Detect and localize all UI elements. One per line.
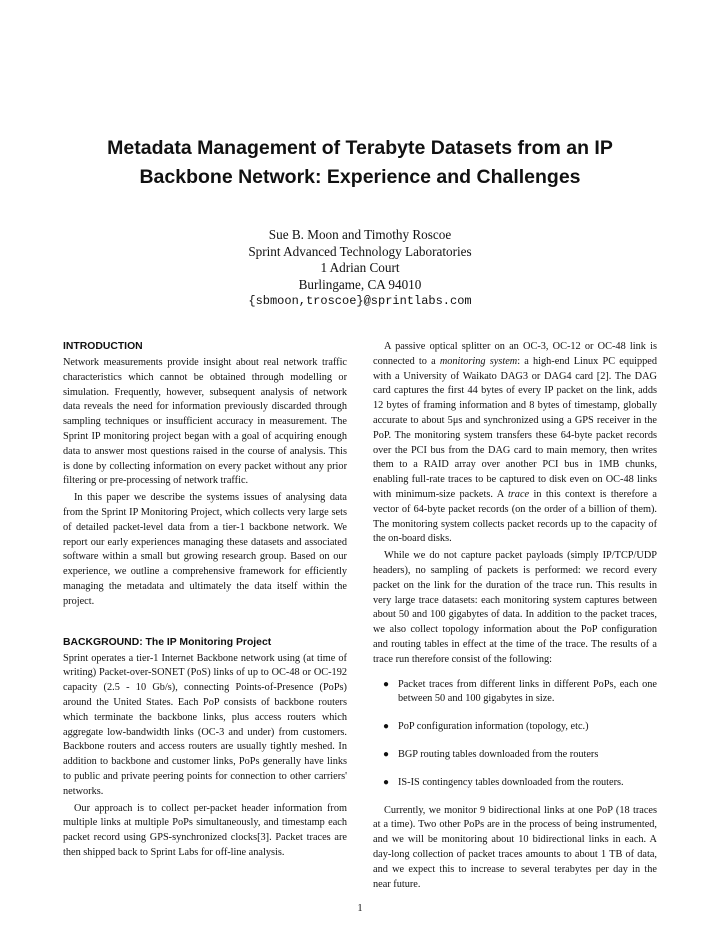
author-names: Sue B. Moon and Timothy Roscoe — [268, 227, 452, 242]
monitoring-text-b: : a high-end Linux PC equipped with a University of Waikato DAG3 or DAG4 card [2]. The DAG card captures the first 44 bytes of every IP packet on the link, adds 12 bytes of framing information and 8 bytes of timestamp, globally accurate to about 5μs and synchronized using a GPS receiver in the PoP. The monitoring system transfers these 64-byte packet records over the PCI bus from the DAG card to main memory, then writes them to a RAID array over another PCI bus in 1MB chunks, enabling full-rate traces to be captured to disk even on OC-48 links with minimum-size packets. A — [373, 355, 657, 500]
right-column — [373, 340, 657, 892]
author-block — [60, 227, 660, 310]
section-heading-background: BACKGROUND: The IP Monitoring Project — [63, 636, 272, 648]
bullet-icon: ● — [383, 678, 390, 690]
list-item — [373, 678, 657, 708]
current-status-paragraph: Currently, we monitor 9 bidirectional links at one PoP (18 traces at a time). Two other PoPs are in the process of being instrumented, and we will be monitoring about 10 bidirectional links in each. A day-long collection of packet traces amounts to about 1 TB of data, and we expect this to increase to several terabytes per day in the near future. — [373, 804, 657, 890]
list-item — [373, 748, 657, 763]
monitoring-text-a: A passive optical splitter on an OC-3, OC-12 or OC-48 link is connected to a — [373, 341, 657, 367]
list-item-text: BGP routing tables downloaded from the routers — [398, 748, 599, 760]
background-paragraph-1: Sprint operates a tier-1 Internet Backbone network using (at time of writing) Packet-over-SONET (PoS) links of up to OC-48 or OC-192 capacity (2.5 - 10 Gb/s), connecting Points-of-Presence (PoPs) around the United States. Each PoP consists of backbone routers which terminate the backbone links, plus access routers which aggregate low-bandwidth links (OC-3 and under) from customers. Backbone routers and access routers are usually tightly meshed. In addition to backbone and customer links, PoPs generally have links to public and private peering points for connection to other carriers' networks. — [63, 652, 347, 797]
monitoring-text-c: in this context is therefore a vector of 64-byte packet records (on the order of a billion of them). The monitoring system collects packet records up to the capacity of the on-board disks. — [373, 488, 657, 545]
bullet-icon: ● — [383, 721, 390, 733]
introduction-paragraph-2: In this paper we describe the systems issues of analysing data from the Sprint IP Monitoring Project, which collects very large sets of detailed packet-level data from a tier-1 backbone network. We report our early experiences managing these datasets and associated software within a small but growing research group. Based on our experience, we outline a comprehensive framework for efficiently managing the metadata and ultimately the data itself within the project. — [63, 492, 347, 607]
left-column — [63, 340, 347, 861]
author-address-line-2: Burlingame, CA 94010 — [298, 276, 422, 292]
author-affiliation: Sprint Advanced Technology Laboratories — [248, 243, 472, 259]
background-paragraph-2: Our approach is to collect per-packet header information from multiple links at multiple PoPs simultaneously, and timestamp each packet record using GPS-synchronized clocks[3]. Packet traces are then shipped back to Sprint Labs for off-line analysis. — [63, 802, 347, 858]
bullet-icon: ● — [383, 748, 390, 760]
page-number: 1 — [357, 903, 363, 914]
trace-results-list — [373, 678, 657, 791]
title-line-1: Metadata Management of Terabyte Datasets from an IP — [107, 137, 613, 159]
trace-term: trace — [507, 488, 530, 500]
list-item-text: Packet traces from different links in different PoPs, each one between 50 and 100 gigabytes in size. — [398, 678, 657, 705]
monitoring-system-term: monitoring system — [439, 355, 518, 367]
title-line-2: Backbone Network: Experience and Challenges — [139, 166, 581, 188]
section-heading-introduction: INTRODUCTION — [63, 341, 143, 352]
author-email: {sbmoon,troscoe}@sprintlabs.com — [248, 294, 472, 308]
list-item — [373, 776, 657, 791]
paper-title — [60, 134, 660, 192]
list-item — [373, 720, 657, 735]
list-item-text: IS-IS contingency tables downloaded from the routers. — [398, 776, 624, 788]
bullet-icon: ● — [383, 776, 390, 788]
author-address-line-1: 1 Adrian Court — [320, 260, 400, 275]
monitoring-paragraph — [373, 340, 657, 547]
capture-paragraph: While we do not capture packet payloads (simply IP/TCP/UDP headers), no sampling of packets is performed: we record every packet on the link for the duration of the trace run. This results in very large trace datasets: each monitoring system captures between about 50 and 100 gigabytes of data. In addition to the packet traces, we also collect topology information about the PoP configuration and routing tables in effect at the time of the trace. The results of a trace run therefore consist of the following: — [373, 550, 657, 665]
introduction-paragraph-1: Network measurements provide insight about real network traffic characteristics which cannot be obtained through modelling or simulation. Frequently, however, subsequent analysis of network data reveals the need for information previously discarded through sampling techniques or insufficient accuracy in measurement. The Sprint IP monitoring project began with a goal of acquiring enough data to answer most questions raised in the course of analysis. This is done by collecting information on every packet without any prior filtering or pre-processing of network traffic. — [63, 357, 347, 487]
list-item-text: PoP configuration information (topology, etc.) — [398, 721, 589, 733]
